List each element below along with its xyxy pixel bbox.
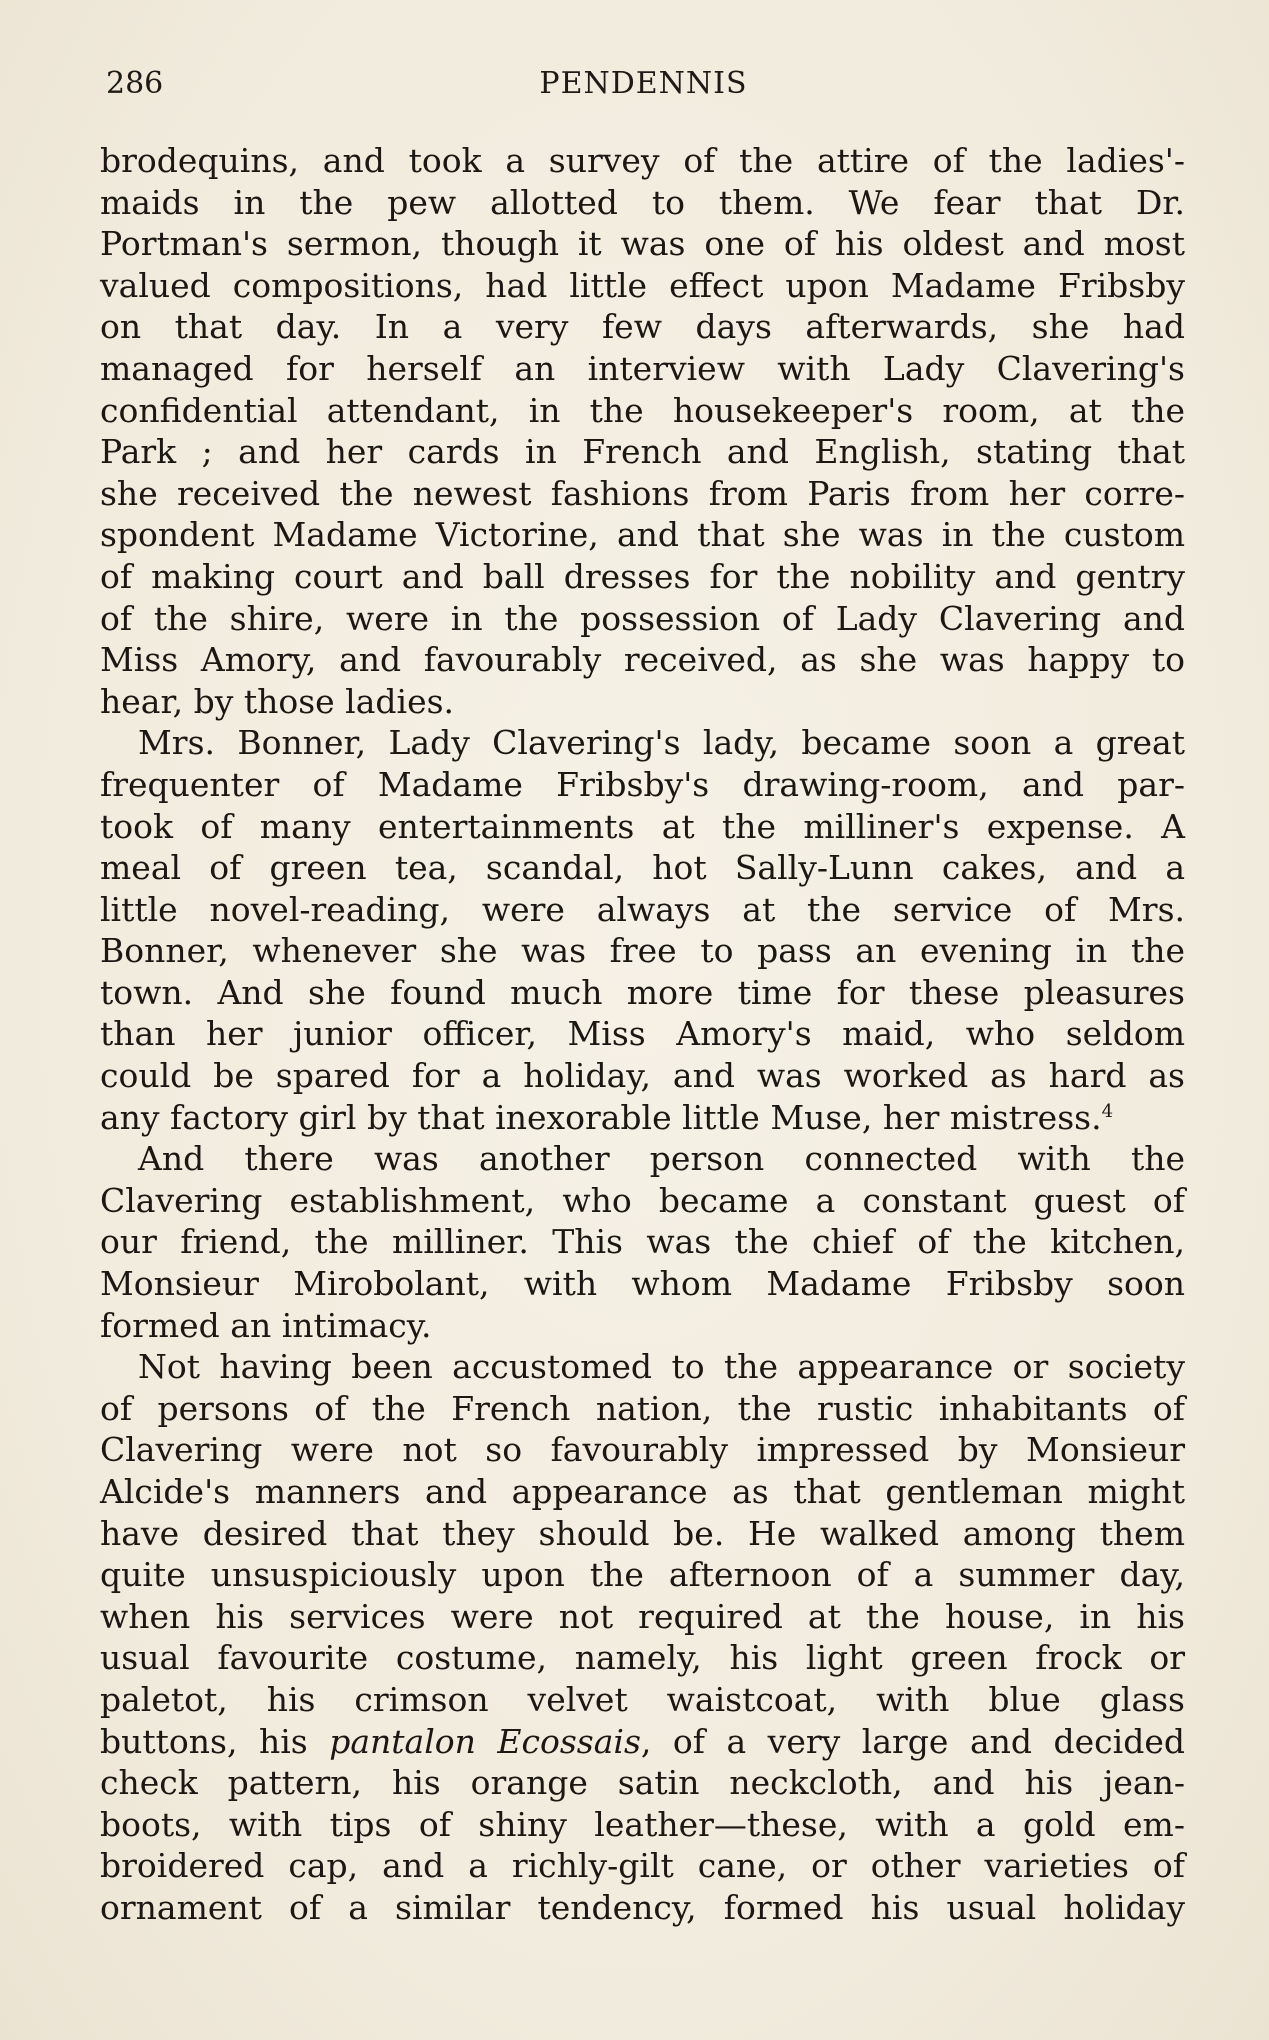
line-text: Monsieur Mirobolant, with whom Madame Fribsby soon <box>100 1264 1185 1304</box>
text-line <box>100 681 1185 723</box>
line-text: meal of green tea, scandal, hot Sally-Lunn cakes, and a <box>100 848 1185 888</box>
text-line <box>100 847 1185 889</box>
text-line <box>100 1429 1185 1471</box>
line-text: boots, with tips of shiny leather—these, with a gold em- <box>100 1804 1185 1844</box>
line-text: hear, by those ladies. <box>100 681 455 721</box>
running-title: PENDENNIS <box>539 66 748 101</box>
text-line <box>100 930 1185 972</box>
text-line <box>100 1554 1185 1596</box>
text-line <box>100 1346 1185 1388</box>
text-line <box>100 1637 1185 1679</box>
line-text: managed for herself an interview with Lady Clavering's <box>100 348 1185 388</box>
line-text: usual favourite costume, namely, his light green frock or <box>100 1638 1185 1678</box>
line-text: she received the newest fashions from Paris from her corre- <box>100 473 1185 513</box>
line-text: Bonner, whenever she was free to pass an evening in the <box>100 931 1185 971</box>
text-line <box>100 265 1185 307</box>
text-line <box>100 1055 1185 1097</box>
line-text: could be spared for a holiday, and was worked as hard as <box>100 1056 1185 1096</box>
line-text: confidential attendant, in the housekeeper's room, at the <box>100 390 1185 430</box>
italic-phrase: pantalon Ecossais <box>329 1721 641 1761</box>
text-line <box>100 1596 1185 1638</box>
text-line <box>100 1471 1185 1513</box>
page-number: 286 <box>106 66 164 101</box>
line-text: Not having been accustomed to the appearance or society <box>138 1347 1185 1387</box>
line-text: Miss Amory, and favourably received, as she was happy to <box>100 640 1185 680</box>
line-text: broidered cap, and a richly-gilt cane, or other varieties of <box>100 1846 1185 1886</box>
text-line <box>100 1762 1185 1804</box>
line-text: Park ; and her cards in French and English, stating that <box>100 432 1185 472</box>
text-line <box>100 514 1185 556</box>
line-text: valued compositions, had little effect upon Madame Fribsby <box>100 265 1185 305</box>
line-text: And there was another person connected with the <box>138 1139 1185 1179</box>
line-text: than her junior officer, Miss Amory's maid, who seldom <box>100 1014 1185 1054</box>
text-line <box>100 473 1185 515</box>
line-text: of persons of the French nation, the rustic inhabitants of <box>100 1388 1185 1428</box>
line-text: brodequins, and took a survey of the attire of the ladies'- <box>100 141 1185 180</box>
text-line <box>100 306 1185 348</box>
line-text: have desired that they should be. He walked among them <box>100 1513 1185 1553</box>
line-text: took of many entertainments at the milliner's expense. A <box>100 806 1185 846</box>
text-line <box>100 1887 1185 1929</box>
text-line <box>100 1721 1185 1763</box>
page-header <box>106 66 1181 116</box>
text-line <box>100 1221 1185 1263</box>
text-line <box>100 1845 1185 1887</box>
text-line <box>100 1097 1185 1139</box>
line-text: frequenter of Madame Fribsby's drawing-room, and par- <box>100 764 1185 804</box>
line-text: Alcide's manners and appearance as that gentleman might <box>100 1472 1185 1511</box>
text-line <box>100 806 1185 848</box>
line-text: Clavering establishment, who became a constant guest of <box>100 1180 1185 1220</box>
text-line <box>100 182 1185 224</box>
text-line <box>100 1180 1185 1222</box>
line-text: buttons, his <box>100 1721 330 1761</box>
text-line <box>100 1679 1185 1721</box>
line-text: our friend, the milliner. This was the chief of the kitchen, <box>100 1222 1185 1262</box>
text-line <box>100 889 1185 931</box>
line-text: quite unsuspiciously upon the afternoon of a summer day, <box>100 1555 1185 1595</box>
line-text: check pattern, his orange satin neckcloth, and his jean- <box>100 1763 1185 1803</box>
line-text: maids in the pew allotted to them. We fear that Dr. <box>100 182 1185 222</box>
line-text: on that day. In a very few days afterwards, she had <box>100 307 1185 347</box>
line-text: ornament of a similar tendency, formed his usual holiday <box>100 1887 1185 1927</box>
line-text: of the shire, were in the possession of Lady Clavering and <box>100 598 1185 638</box>
line-text: spondent Madame Victorine, and that she was in the custom <box>100 515 1185 555</box>
line-text: formed an intimacy. <box>100 1305 432 1345</box>
text-line <box>100 639 1185 681</box>
text-line <box>100 1263 1185 1305</box>
text-line <box>100 1013 1185 1055</box>
text-line <box>100 972 1185 1014</box>
line-text: Portman's sermon, though it was one of his oldest and most <box>100 224 1185 264</box>
line-text: Mrs. Bonner, Lady Clavering's lady, became soon a great <box>138 723 1185 763</box>
text-line <box>100 1513 1185 1555</box>
text-line <box>100 390 1185 432</box>
line-text: town. And she found much more time for these pleasures <box>100 972 1185 1012</box>
text-line <box>100 722 1185 764</box>
text-line <box>100 1138 1185 1180</box>
footnote-marker: 4 <box>1101 1100 1114 1122</box>
text-line <box>100 140 1185 182</box>
text-line <box>100 556 1185 598</box>
line-text: paletot, his crimson velvet waistcoat, with blue glass <box>100 1679 1185 1719</box>
text-line <box>100 1388 1185 1430</box>
text-line <box>100 348 1185 390</box>
line-text: little novel-reading, were always at the service of Mrs. <box>100 889 1185 929</box>
line-text: when his services were not required at the house, in his <box>100 1596 1185 1636</box>
body-text <box>100 140 1185 1929</box>
line-text-continued: , of a very large and decided <box>640 1721 1185 1761</box>
text-line <box>100 431 1185 473</box>
line-text: of making court and ball dresses for the nobility and gentry <box>100 556 1185 596</box>
text-line <box>100 1305 1185 1347</box>
text-line <box>100 1804 1185 1846</box>
line-text: Clavering were not so favourably impressed by Monsieur <box>100 1430 1185 1470</box>
text-line <box>100 223 1185 265</box>
line-text: any factory girl by that inexorable little Muse, her mistress. <box>100 1097 1102 1137</box>
text-line <box>100 764 1185 806</box>
text-line <box>100 598 1185 640</box>
